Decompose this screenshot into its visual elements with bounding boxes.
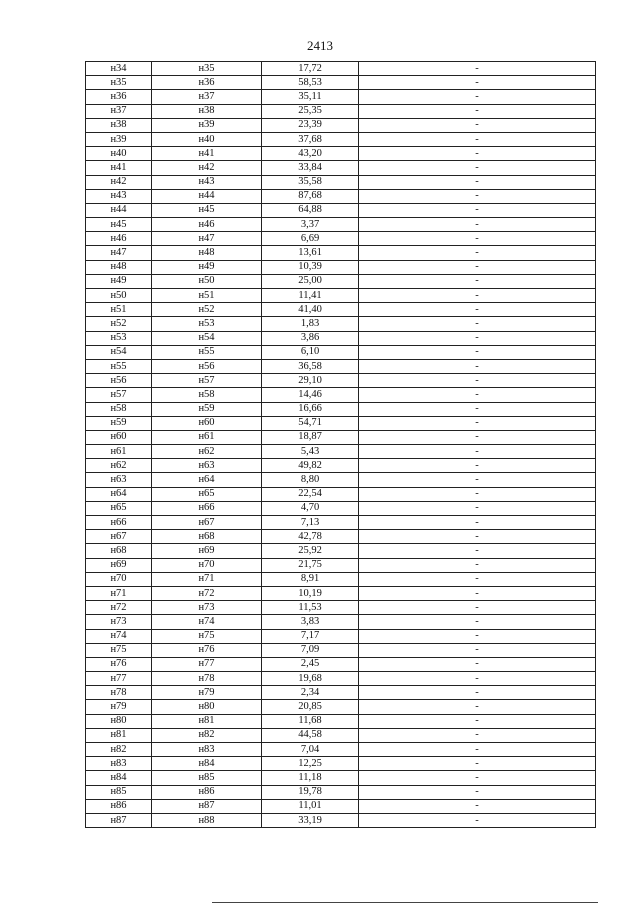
from-point-cell: н35 (86, 76, 152, 90)
distance-cell: 58,53 (262, 76, 359, 90)
distance-cell: 18,87 (262, 430, 359, 444)
from-point-cell: н65 (86, 501, 152, 515)
table-row (86, 175, 596, 189)
from-point-cell: н81 (86, 728, 152, 742)
distance-cell: 16,66 (262, 402, 359, 416)
to-point-cell: н77 (152, 657, 262, 671)
distance-cell: 37,68 (262, 132, 359, 146)
table-row (86, 118, 596, 132)
to-point-cell: н48 (152, 246, 262, 260)
note-cell: - (359, 161, 596, 175)
distance-cell: 36,58 (262, 359, 359, 373)
note-cell: - (359, 672, 596, 686)
from-point-cell: н52 (86, 317, 152, 331)
note-cell: - (359, 317, 596, 331)
table-row (86, 700, 596, 714)
distance-cell: 7,09 (262, 643, 359, 657)
distance-cell: 42,78 (262, 530, 359, 544)
from-point-cell: н54 (86, 345, 152, 359)
distance-cell: 33,84 (262, 161, 359, 175)
to-point-cell: н57 (152, 374, 262, 388)
table-row (86, 359, 596, 373)
distance-cell: 25,35 (262, 104, 359, 118)
distance-cell: 22,54 (262, 487, 359, 501)
note-cell: - (359, 615, 596, 629)
table-row (86, 246, 596, 260)
note-cell: - (359, 686, 596, 700)
from-point-cell: н70 (86, 572, 152, 586)
note-cell: - (359, 62, 596, 76)
note-cell: - (359, 246, 596, 260)
table-body (86, 62, 596, 828)
table-row (86, 785, 596, 799)
distance-cell: 10,39 (262, 260, 359, 274)
from-point-cell: н59 (86, 416, 152, 430)
distance-cell: 2,45 (262, 657, 359, 671)
table-row (86, 303, 596, 317)
table-row (86, 686, 596, 700)
distance-cell: 3,86 (262, 331, 359, 345)
distance-cell: 23,39 (262, 118, 359, 132)
distance-cell: 19,78 (262, 785, 359, 799)
distance-cell: 35,58 (262, 175, 359, 189)
from-point-cell: н51 (86, 303, 152, 317)
table-row (86, 672, 596, 686)
note-cell: - (359, 132, 596, 146)
from-point-cell: н49 (86, 274, 152, 288)
from-point-cell: н74 (86, 629, 152, 643)
table-row (86, 530, 596, 544)
to-point-cell: н85 (152, 771, 262, 785)
from-point-cell: н47 (86, 246, 152, 260)
from-point-cell: н84 (86, 771, 152, 785)
distance-cell: 4,70 (262, 501, 359, 515)
to-point-cell: н81 (152, 714, 262, 728)
to-point-cell: н80 (152, 700, 262, 714)
distance-cell: 7,13 (262, 516, 359, 530)
table-row (86, 232, 596, 246)
from-point-cell: н55 (86, 359, 152, 373)
distance-cell: 43,20 (262, 147, 359, 161)
note-cell: - (359, 714, 596, 728)
from-point-cell: н86 (86, 799, 152, 813)
distance-cell: 2,34 (262, 686, 359, 700)
to-point-cell: н67 (152, 516, 262, 530)
from-point-cell: н50 (86, 289, 152, 303)
note-cell: - (359, 813, 596, 827)
from-point-cell: н42 (86, 175, 152, 189)
note-cell: - (359, 189, 596, 203)
note-cell: - (359, 572, 596, 586)
table-row (86, 459, 596, 473)
note-cell: - (359, 728, 596, 742)
note-cell: - (359, 416, 596, 430)
to-point-cell: н40 (152, 132, 262, 146)
table-row (86, 388, 596, 402)
note-cell: - (359, 331, 596, 345)
note-cell: - (359, 743, 596, 757)
note-cell: - (359, 643, 596, 657)
distance-cell: 13,61 (262, 246, 359, 260)
table-row (86, 586, 596, 600)
distance-cell: 25,92 (262, 544, 359, 558)
distance-cell: 7,17 (262, 629, 359, 643)
to-point-cell: н79 (152, 686, 262, 700)
from-point-cell: н85 (86, 785, 152, 799)
table-row (86, 430, 596, 444)
note-cell: - (359, 76, 596, 90)
to-point-cell: н37 (152, 90, 262, 104)
table-row (86, 62, 596, 76)
to-point-cell: н42 (152, 161, 262, 175)
from-point-cell: н80 (86, 714, 152, 728)
from-point-cell: н78 (86, 686, 152, 700)
table-row (86, 601, 596, 615)
to-point-cell: н39 (152, 118, 262, 132)
table-row (86, 643, 596, 657)
to-point-cell: н78 (152, 672, 262, 686)
from-point-cell: н72 (86, 601, 152, 615)
to-point-cell: н69 (152, 544, 262, 558)
distance-cell: 6,10 (262, 345, 359, 359)
distance-cell: 8,80 (262, 473, 359, 487)
to-point-cell: н47 (152, 232, 262, 246)
to-point-cell: н52 (152, 303, 262, 317)
note-cell: - (359, 601, 596, 615)
to-point-cell: н58 (152, 388, 262, 402)
to-point-cell: н51 (152, 289, 262, 303)
note-cell: - (359, 118, 596, 132)
note-cell: - (359, 771, 596, 785)
note-cell: - (359, 586, 596, 600)
distance-cell: 8,91 (262, 572, 359, 586)
to-point-cell: н65 (152, 487, 262, 501)
from-point-cell: н57 (86, 388, 152, 402)
to-point-cell: н64 (152, 473, 262, 487)
to-point-cell: н83 (152, 743, 262, 757)
note-cell: - (359, 430, 596, 444)
from-point-cell: н41 (86, 161, 152, 175)
from-point-cell: н69 (86, 558, 152, 572)
note-cell: - (359, 459, 596, 473)
table-row (86, 615, 596, 629)
table-row (86, 544, 596, 558)
from-point-cell: н73 (86, 615, 152, 629)
note-cell: - (359, 374, 596, 388)
note-cell: - (359, 388, 596, 402)
table-row (86, 728, 596, 742)
note-cell: - (359, 700, 596, 714)
table-row (86, 374, 596, 388)
table-row (86, 104, 596, 118)
from-point-cell: н61 (86, 445, 152, 459)
note-cell: - (359, 501, 596, 515)
note-cell: - (359, 799, 596, 813)
distance-cell: 19,68 (262, 672, 359, 686)
distance-cell: 11,01 (262, 799, 359, 813)
note-cell: - (359, 402, 596, 416)
from-point-cell: н58 (86, 402, 152, 416)
from-point-cell: н64 (86, 487, 152, 501)
note-cell: - (359, 757, 596, 771)
to-point-cell: н61 (152, 430, 262, 444)
to-point-cell: н60 (152, 416, 262, 430)
from-point-cell: н48 (86, 260, 152, 274)
from-point-cell: н63 (86, 473, 152, 487)
note-cell: - (359, 218, 596, 232)
distance-cell: 11,41 (262, 289, 359, 303)
to-point-cell: н82 (152, 728, 262, 742)
note-cell: - (359, 544, 596, 558)
distance-cell: 10,19 (262, 586, 359, 600)
distance-cell: 3,37 (262, 218, 359, 232)
table-row (86, 203, 596, 217)
page-number: 2413 (307, 38, 333, 53)
table-row (86, 629, 596, 643)
distance-cell: 54,71 (262, 416, 359, 430)
to-point-cell: н87 (152, 799, 262, 813)
to-point-cell: н62 (152, 445, 262, 459)
table-row (86, 799, 596, 813)
to-point-cell: н46 (152, 218, 262, 232)
table-row (86, 161, 596, 175)
from-point-cell: н71 (86, 586, 152, 600)
from-point-cell: н87 (86, 813, 152, 827)
to-point-cell: н88 (152, 813, 262, 827)
from-point-cell: н62 (86, 459, 152, 473)
table-row (86, 445, 596, 459)
to-point-cell: н55 (152, 345, 262, 359)
distance-cell: 3,83 (262, 615, 359, 629)
to-point-cell: н66 (152, 501, 262, 515)
to-point-cell: н86 (152, 785, 262, 799)
note-cell: - (359, 303, 596, 317)
from-point-cell: н44 (86, 203, 152, 217)
to-point-cell: н74 (152, 615, 262, 629)
table-row (86, 147, 596, 161)
table-row (86, 757, 596, 771)
to-point-cell: н50 (152, 274, 262, 288)
from-point-cell: н76 (86, 657, 152, 671)
note-cell: - (359, 274, 596, 288)
table-row (86, 317, 596, 331)
note-cell: - (359, 657, 596, 671)
from-point-cell: н79 (86, 700, 152, 714)
from-point-cell: н67 (86, 530, 152, 544)
table-row (86, 771, 596, 785)
from-point-cell: н68 (86, 544, 152, 558)
from-point-cell: н40 (86, 147, 152, 161)
to-point-cell: н38 (152, 104, 262, 118)
table-row (86, 274, 596, 288)
to-point-cell: н45 (152, 203, 262, 217)
to-point-cell: н68 (152, 530, 262, 544)
note-cell: - (359, 516, 596, 530)
note-cell: - (359, 359, 596, 373)
distance-cell: 11,53 (262, 601, 359, 615)
note-cell: - (359, 147, 596, 161)
table-row (86, 289, 596, 303)
table-row (86, 501, 596, 515)
to-point-cell: н76 (152, 643, 262, 657)
to-point-cell: н53 (152, 317, 262, 331)
from-point-cell: н77 (86, 672, 152, 686)
distance-cell: 41,40 (262, 303, 359, 317)
from-point-cell: н36 (86, 90, 152, 104)
note-cell: - (359, 473, 596, 487)
to-point-cell: н71 (152, 572, 262, 586)
note-cell: - (359, 232, 596, 246)
table-row (86, 657, 596, 671)
table-row (86, 487, 596, 501)
table-row (86, 345, 596, 359)
from-point-cell: н37 (86, 104, 152, 118)
table-row (86, 76, 596, 90)
from-point-cell: н60 (86, 430, 152, 444)
coordinates-table (85, 61, 596, 828)
distance-cell: 17,72 (262, 62, 359, 76)
distance-cell: 25,00 (262, 274, 359, 288)
page-edge-line (212, 902, 598, 903)
table-row (86, 331, 596, 345)
distance-cell: 11,68 (262, 714, 359, 728)
table-row (86, 132, 596, 146)
table-row (86, 714, 596, 728)
distance-cell: 12,25 (262, 757, 359, 771)
distance-cell: 64,88 (262, 203, 359, 217)
table-row (86, 516, 596, 530)
to-point-cell: н75 (152, 629, 262, 643)
distance-cell: 7,04 (262, 743, 359, 757)
from-point-cell: н46 (86, 232, 152, 246)
note-cell: - (359, 345, 596, 359)
from-point-cell: н53 (86, 331, 152, 345)
distance-cell: 11,18 (262, 771, 359, 785)
note-cell: - (359, 90, 596, 104)
note-cell: - (359, 487, 596, 501)
from-point-cell: н82 (86, 743, 152, 757)
to-point-cell: н63 (152, 459, 262, 473)
table-row (86, 402, 596, 416)
note-cell: - (359, 530, 596, 544)
distance-cell: 44,58 (262, 728, 359, 742)
from-point-cell: н43 (86, 189, 152, 203)
note-cell: - (359, 203, 596, 217)
from-point-cell: н34 (86, 62, 152, 76)
from-point-cell: н38 (86, 118, 152, 132)
note-cell: - (359, 175, 596, 189)
distance-cell: 6,69 (262, 232, 359, 246)
distance-cell: 33,19 (262, 813, 359, 827)
note-cell: - (359, 629, 596, 643)
distance-cell: 14,46 (262, 388, 359, 402)
to-point-cell: н36 (152, 76, 262, 90)
from-point-cell: н75 (86, 643, 152, 657)
table-row (86, 743, 596, 757)
from-point-cell: н83 (86, 757, 152, 771)
note-cell: - (359, 260, 596, 274)
note-cell: - (359, 104, 596, 118)
table-row (86, 572, 596, 586)
table-row (86, 558, 596, 572)
distance-cell: 29,10 (262, 374, 359, 388)
distance-cell: 21,75 (262, 558, 359, 572)
to-point-cell: н59 (152, 402, 262, 416)
table-row (86, 189, 596, 203)
to-point-cell: н44 (152, 189, 262, 203)
table-row (86, 90, 596, 104)
distance-cell: 87,68 (262, 189, 359, 203)
distance-cell: 1,83 (262, 317, 359, 331)
table-row (86, 416, 596, 430)
to-point-cell: н43 (152, 175, 262, 189)
to-point-cell: н84 (152, 757, 262, 771)
from-point-cell: н66 (86, 516, 152, 530)
from-point-cell: н56 (86, 374, 152, 388)
to-point-cell: н73 (152, 601, 262, 615)
to-point-cell: н41 (152, 147, 262, 161)
distance-cell: 20,85 (262, 700, 359, 714)
distance-cell: 5,43 (262, 445, 359, 459)
note-cell: - (359, 785, 596, 799)
table-row (86, 473, 596, 487)
table-row (86, 813, 596, 827)
to-point-cell: н54 (152, 331, 262, 345)
note-cell: - (359, 558, 596, 572)
distance-cell: 35,11 (262, 90, 359, 104)
to-point-cell: н72 (152, 586, 262, 600)
table-row (86, 260, 596, 274)
to-point-cell: н49 (152, 260, 262, 274)
to-point-cell: н70 (152, 558, 262, 572)
from-point-cell: н39 (86, 132, 152, 146)
to-point-cell: н56 (152, 359, 262, 373)
distance-cell: 49,82 (262, 459, 359, 473)
note-cell: - (359, 289, 596, 303)
to-point-cell: н35 (152, 62, 262, 76)
table-row (86, 218, 596, 232)
note-cell: - (359, 445, 596, 459)
from-point-cell: н45 (86, 218, 152, 232)
